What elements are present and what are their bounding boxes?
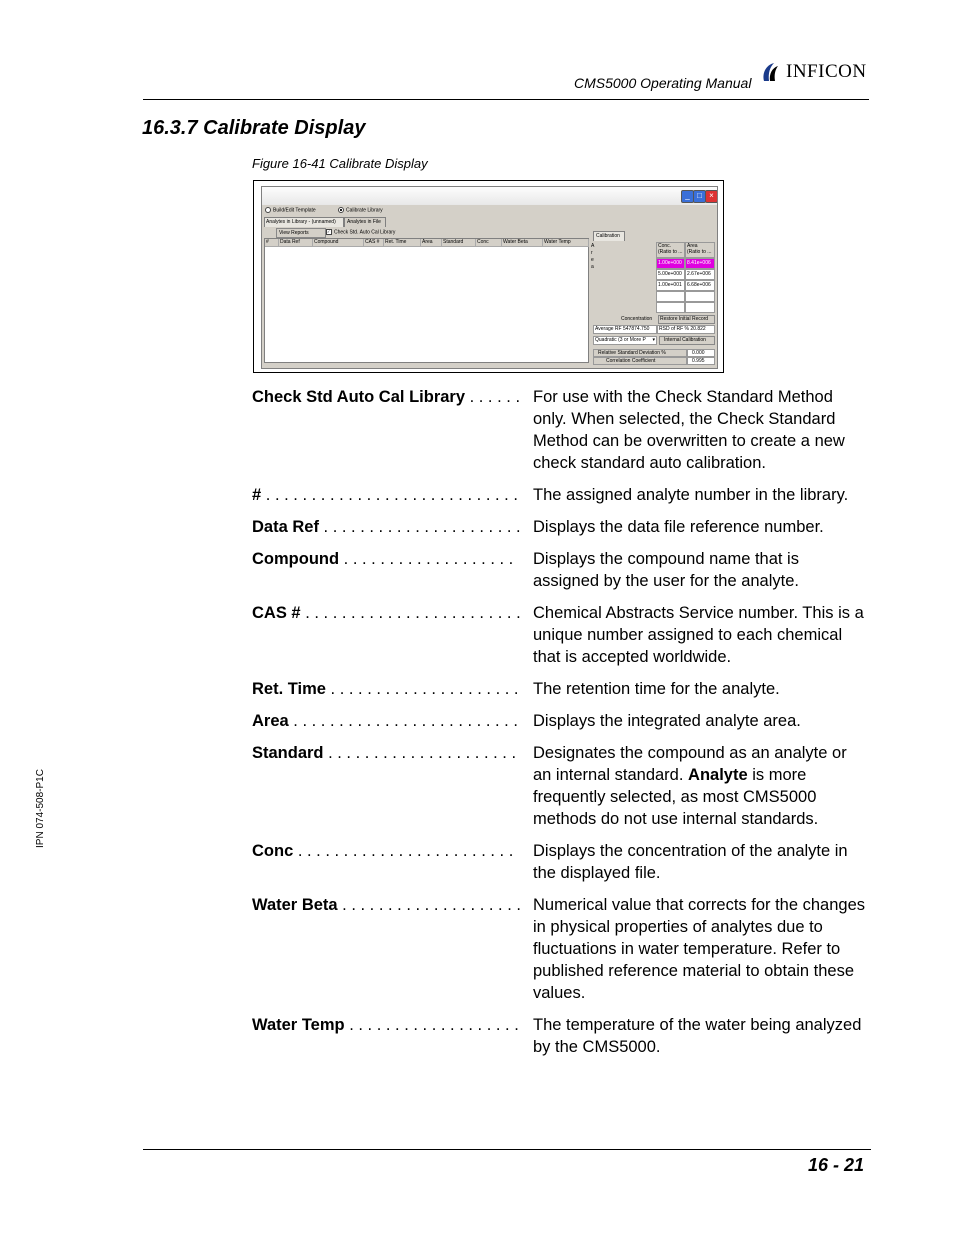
definition-row: [252, 678, 872, 700]
tab-calibration[interactable]: Calibration: [593, 231, 625, 241]
column-header[interactable]: Area: [421, 239, 442, 247]
definition-term: Data Ref . . . . . . . . . . . . . . . . . . . . . .: [252, 518, 521, 536]
definition-term: Standard . . . . . . . . . . . . . . . . . . . . .: [252, 744, 517, 762]
rel-std-label: Relative Standard Deviation %: [593, 349, 687, 357]
definition-desc: The temperature of the water being analyzed by the CMS5000.: [533, 1016, 862, 1056]
window-titlebar: [262, 187, 717, 205]
cal-cell[interactable]: [685, 291, 715, 302]
maximize-icon[interactable]: □: [693, 190, 706, 203]
restore-initial-record-button[interactable]: Restore Initial Record: [658, 315, 715, 324]
chevron-down-icon: ▾: [652, 337, 655, 343]
analyte-table[interactable]: [264, 238, 589, 363]
cal-cell-highlight[interactable]: 8.41e+006: [685, 258, 715, 269]
internal-calibration-button[interactable]: Internal Calibration: [659, 336, 715, 345]
definition-term: Water Beta . . . . . . . . . . . . . . . . . . . .: [252, 896, 521, 914]
header-rule: [143, 99, 869, 100]
definition-desc: Designates the compound as an analyte or an internal standard. Analyte is more frequently selected, as most CMS5000 methods do not use internal standards.: [533, 744, 847, 828]
close-icon[interactable]: ×: [705, 190, 718, 203]
document-id: IPN 074-508-P1C: [35, 769, 46, 848]
app-window: [261, 186, 718, 369]
definition-term: Check Std Auto Cal Library . . . . . .: [252, 388, 521, 406]
fit-type-select[interactable]: Quadratic (3 or More P ▾: [595, 337, 655, 343]
inficon-logo-icon: [760, 61, 782, 83]
axis-letter: r: [591, 250, 593, 256]
definition-row: [252, 386, 872, 474]
view-reports-button[interactable]: View Reports: [276, 228, 326, 238]
definition-row: [252, 710, 872, 732]
cal-cell[interactable]: 5.00e+000: [656, 269, 685, 280]
header-title: CMS5000 Operating Manual: [574, 75, 752, 91]
definition-term: Ret. Time . . . . . . . . . . . . . . . . . . . . .: [252, 680, 519, 698]
definition-desc: The assigned analyte number in the library.: [533, 486, 849, 504]
definition-row: [252, 894, 872, 1004]
figure-caption: Figure 16-41 Calibrate Display: [252, 156, 428, 171]
definition-desc: Displays the integrated analyte area.: [533, 712, 801, 730]
minimize-icon[interactable]: _: [681, 190, 694, 203]
corr-coef-value: 0.995: [687, 357, 715, 365]
cal-cell[interactable]: 2.67e+006: [685, 269, 715, 280]
tab-analytes-in-library[interactable]: Analytes in Library - (unnamed): [264, 217, 344, 227]
calibrate-display-screenshot: [253, 180, 724, 373]
concentration-label: Concentration: [621, 316, 653, 322]
definition-row: [252, 602, 872, 668]
logo-wordmark: INFICON: [786, 61, 867, 82]
cal-header-area: Area (Ratio to ...: [685, 242, 715, 258]
average-rf-field: Average RF 547874.750: [593, 325, 657, 334]
check-std-checkbox[interactable]: ✓ Check Std. Auto Cal Library: [327, 229, 396, 236]
definition-row: [252, 516, 872, 538]
definition-row: [252, 484, 872, 506]
definition-term: Conc . . . . . . . . . . . . . . . . . . . . . . . .: [252, 842, 514, 860]
radio-calibrate-library[interactable]: Calibrate Library: [338, 207, 383, 213]
definition-list: [252, 386, 872, 1068]
corr-coef-label: Correlation Coefficient: [593, 357, 687, 365]
definition-term: CAS # . . . . . . . . . . . . . . . . . . . . . . . .: [252, 604, 521, 622]
cal-cell-highlight[interactable]: 1.00e+000: [656, 258, 685, 269]
rel-std-value: 0.000: [687, 349, 715, 357]
definition-term: Water Temp . . . . . . . . . . . . . . . . . . .: [252, 1016, 519, 1034]
definition-desc: Numerical value that corrects for the changes in physical properties of analytes due to fluctuations in water temperature. Refer to published reference material to obtain these values.: [533, 896, 865, 1002]
definition-desc: Chemical Abstracts Service number. This is a unique number assigned to each chemical that is accepted worldwide.: [533, 604, 864, 666]
cal-cell[interactable]: [656, 302, 685, 313]
footer-rule: [143, 1149, 871, 1150]
definition-desc: Displays the data file reference number.: [533, 518, 824, 536]
tab-analytes-in-file[interactable]: Analytes in File: [344, 217, 386, 227]
column-header[interactable]: Ret. Time: [384, 239, 421, 247]
definition-term: Compound . . . . . . . . . . . . . . . . . . .: [252, 550, 514, 568]
column-header[interactable]: Water Temp: [543, 239, 589, 247]
axis-letter: e: [591, 257, 594, 263]
definition-row: [252, 840, 872, 884]
definition-desc: Displays the concentration of the analyte in the displayed file.: [533, 842, 848, 882]
checkbox-checked-icon: ✓: [327, 229, 331, 234]
column-header[interactable]: Standard: [442, 239, 476, 247]
column-header[interactable]: Compound: [313, 239, 364, 247]
definition-desc: For use with the Check Standard Method only. When selected, the Check Standard Method can be overwritten to create a new check standard auto calibration.: [533, 388, 845, 472]
inficon-logo: [760, 60, 867, 84]
axis-letter: A: [591, 243, 595, 249]
definition-row: [252, 742, 872, 830]
column-header[interactable]: Data Ref: [279, 239, 313, 247]
page-number: 16 - 21: [807, 1155, 864, 1175]
cal-cell[interactable]: [656, 291, 685, 302]
rsd-field: RSD of RF % 20.822: [657, 325, 715, 334]
definition-desc: Displays the compound name that is assigned by the user for the analyte.: [533, 550, 799, 590]
axis-letter: a: [591, 264, 594, 270]
radio-icon: [265, 207, 271, 213]
column-header[interactable]: #: [265, 239, 279, 247]
cal-header-conc: Conc. (Ratio to ...: [656, 242, 685, 258]
cal-cell[interactable]: [685, 302, 715, 313]
cal-cell[interactable]: 1.00e+001: [656, 280, 685, 291]
definition-term: # . . . . . . . . . . . . . . . . . . . . . . . . . . . .: [252, 486, 518, 504]
definition-row: [252, 548, 872, 592]
definition-row: [252, 1014, 872, 1058]
cal-cell[interactable]: 6.68e+006: [685, 280, 715, 291]
column-header[interactable]: Water Beta: [502, 239, 543, 247]
radio-selected-icon: [338, 207, 344, 213]
definition-desc: The retention time for the analyte.: [533, 680, 780, 698]
radio-build-template[interactable]: Build/Edit Template: [265, 207, 316, 213]
column-header[interactable]: CAS #: [364, 239, 384, 247]
section-title: 16.3.7 Calibrate Display: [142, 117, 366, 139]
definition-term: Area . . . . . . . . . . . . . . . . . . . . . . . . .: [252, 712, 518, 730]
column-header[interactable]: Conc: [476, 239, 502, 247]
calibration-panel: [591, 228, 715, 366]
